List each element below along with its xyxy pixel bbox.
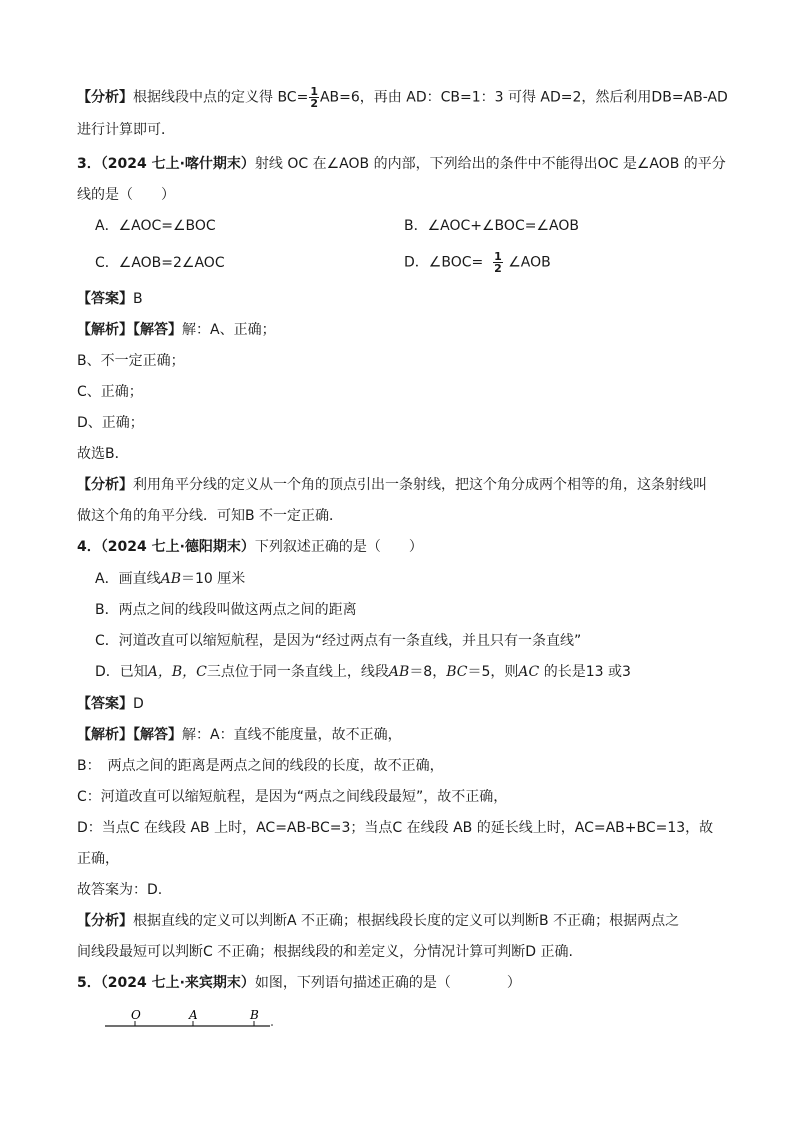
q4-solution-line4b: 正确， <box>77 851 119 867</box>
analysis-tag: 【分析】 <box>77 477 133 493</box>
solution-tag: 【解析】【解答】 <box>77 322 182 338</box>
q4-option-d: D．已知A，B，C三点位于同一条直线上，线段AB＝8，BC＝5，则AC 的长是13 或3 <box>95 664 631 680</box>
label-b: B <box>250 1008 259 1022</box>
q3-solution-line2: B、不一定正确； <box>77 353 185 369</box>
answer-tag: 【答案】 <box>77 696 133 712</box>
q3-solution-line5: 故选B． <box>77 446 129 462</box>
q2-analysis-line2: 进行计算即可． <box>77 122 175 138</box>
q3-option-a: A．∠AOC=∠BOC <box>95 218 216 234</box>
question-stem: 如图，下列语句描述正确的是（ ） <box>254 975 521 991</box>
fraction-half: $\frac{1}{2}$ <box>310 85 318 110</box>
answer-value: D <box>133 696 144 712</box>
q4-solution-line3: C：河道改直可以缩短航程，是因为“两点之间线段最短”，故不正确， <box>77 789 508 805</box>
question-stem: 下列叙述正确的是（ ） <box>254 539 423 555</box>
q3-option-b: B．∠AOC+∠BOC=∠AOB <box>404 218 579 234</box>
q3-option-d: D．∠BOC= $\frac{1}{2}$ ∠AOB <box>404 250 551 275</box>
question-source: （2024 七上·德阳期末） <box>100 539 255 555</box>
q5-ray-figure <box>100 1003 280 1033</box>
solution-tag: 【解析】【解答】 <box>77 727 182 743</box>
q3-analysis-line2: 做这个角的角平分线．可知B 不一定正确． <box>77 508 344 524</box>
q4-option-b: B．两点之间的线段叫做这两点之间的距离 <box>95 602 357 618</box>
q3-stem-line2: 线的是（ ） <box>77 187 175 203</box>
q4-option-c: C．河道改直可以缩短航程，是因为“经过两点有一条直线，并且只有一条直线” <box>95 633 582 649</box>
question-number: 5． <box>77 975 101 991</box>
q3-solution-line4: D、正确； <box>77 415 144 431</box>
question-number: 3． <box>77 156 101 172</box>
analysis-tag: 【分析】 <box>77 913 133 929</box>
question-number: 4． <box>77 539 101 555</box>
question-source: （2024 七上·喀什期末） <box>100 156 255 172</box>
ray-end-dot <box>271 1024 273 1026</box>
question-stem: 射线 OC 在∠AOB 的内部，下列给出的条件中不能得出OC 是∠AOB 的平分 <box>254 156 726 172</box>
q3-option-c: C．∠AOB=2∠AOC <box>95 255 225 271</box>
answer-tag: 【答案】 <box>77 291 133 307</box>
q4-answer <box>77 694 144 714</box>
q4-solution-line5: 故答案为：D. <box>77 882 163 898</box>
analysis-text-post: AB=6，再由 AD：CB=1：3 可得 AD=2，然后利用DB=AB-AD <box>319 89 728 106</box>
q4-stem <box>77 537 423 557</box>
analysis-tag: 【分析】 <box>77 89 133 106</box>
q4-option-a: A．画直线AB＝10 厘米 <box>95 571 246 587</box>
label-a: A <box>189 1008 198 1022</box>
analysis-text-pre: 根据线段中点的定义得 BC= <box>133 89 309 106</box>
q4-solution-line1: 【解析】【解答】解：A：直线不能度量，故不正确， <box>77 727 402 743</box>
question-source: （2024 七上·来宾期末） <box>100 975 255 991</box>
q4-solution-line2: B： 两点之间的距离是两点之间的线段的长度，故不正确， <box>77 758 444 774</box>
answer-value: B <box>133 291 143 307</box>
q4-analysis-line2: 间线段最短可以判断C 不正确；根据线段的和差定义，分情况计算可判断D 正确. <box>77 944 573 960</box>
q3-stem-line1 <box>77 154 726 174</box>
q3-solution-line1: 【解析】【解答】解：A、正确； <box>77 322 276 338</box>
q4-analysis-line1: 【分析】根据直线的定义可以判断A 不正确；根据线段长度的定义可以判断B 不正确；根据两点之 <box>77 913 680 929</box>
q5-stem <box>77 973 521 993</box>
label-o: O <box>131 1008 141 1022</box>
q3-analysis-line1: 【分析】利用角平分线的定义从一个角的顶点引出一条射线，把这个角分成两个相等的角，这条射线叫 <box>77 477 707 493</box>
q2-analysis-line1 <box>77 86 728 109</box>
q3-solution-line3: C、正确； <box>77 384 143 400</box>
q3-answer <box>77 289 143 309</box>
fraction-half: $\frac{1}{2}$ <box>494 250 502 275</box>
q4-solution-line4a: D：当点C 在线段 AB 上时，AC=AB-BC=3；当点C 在线段 AB 的延长线上时，AC=AB+BC=13，故 <box>77 820 714 836</box>
